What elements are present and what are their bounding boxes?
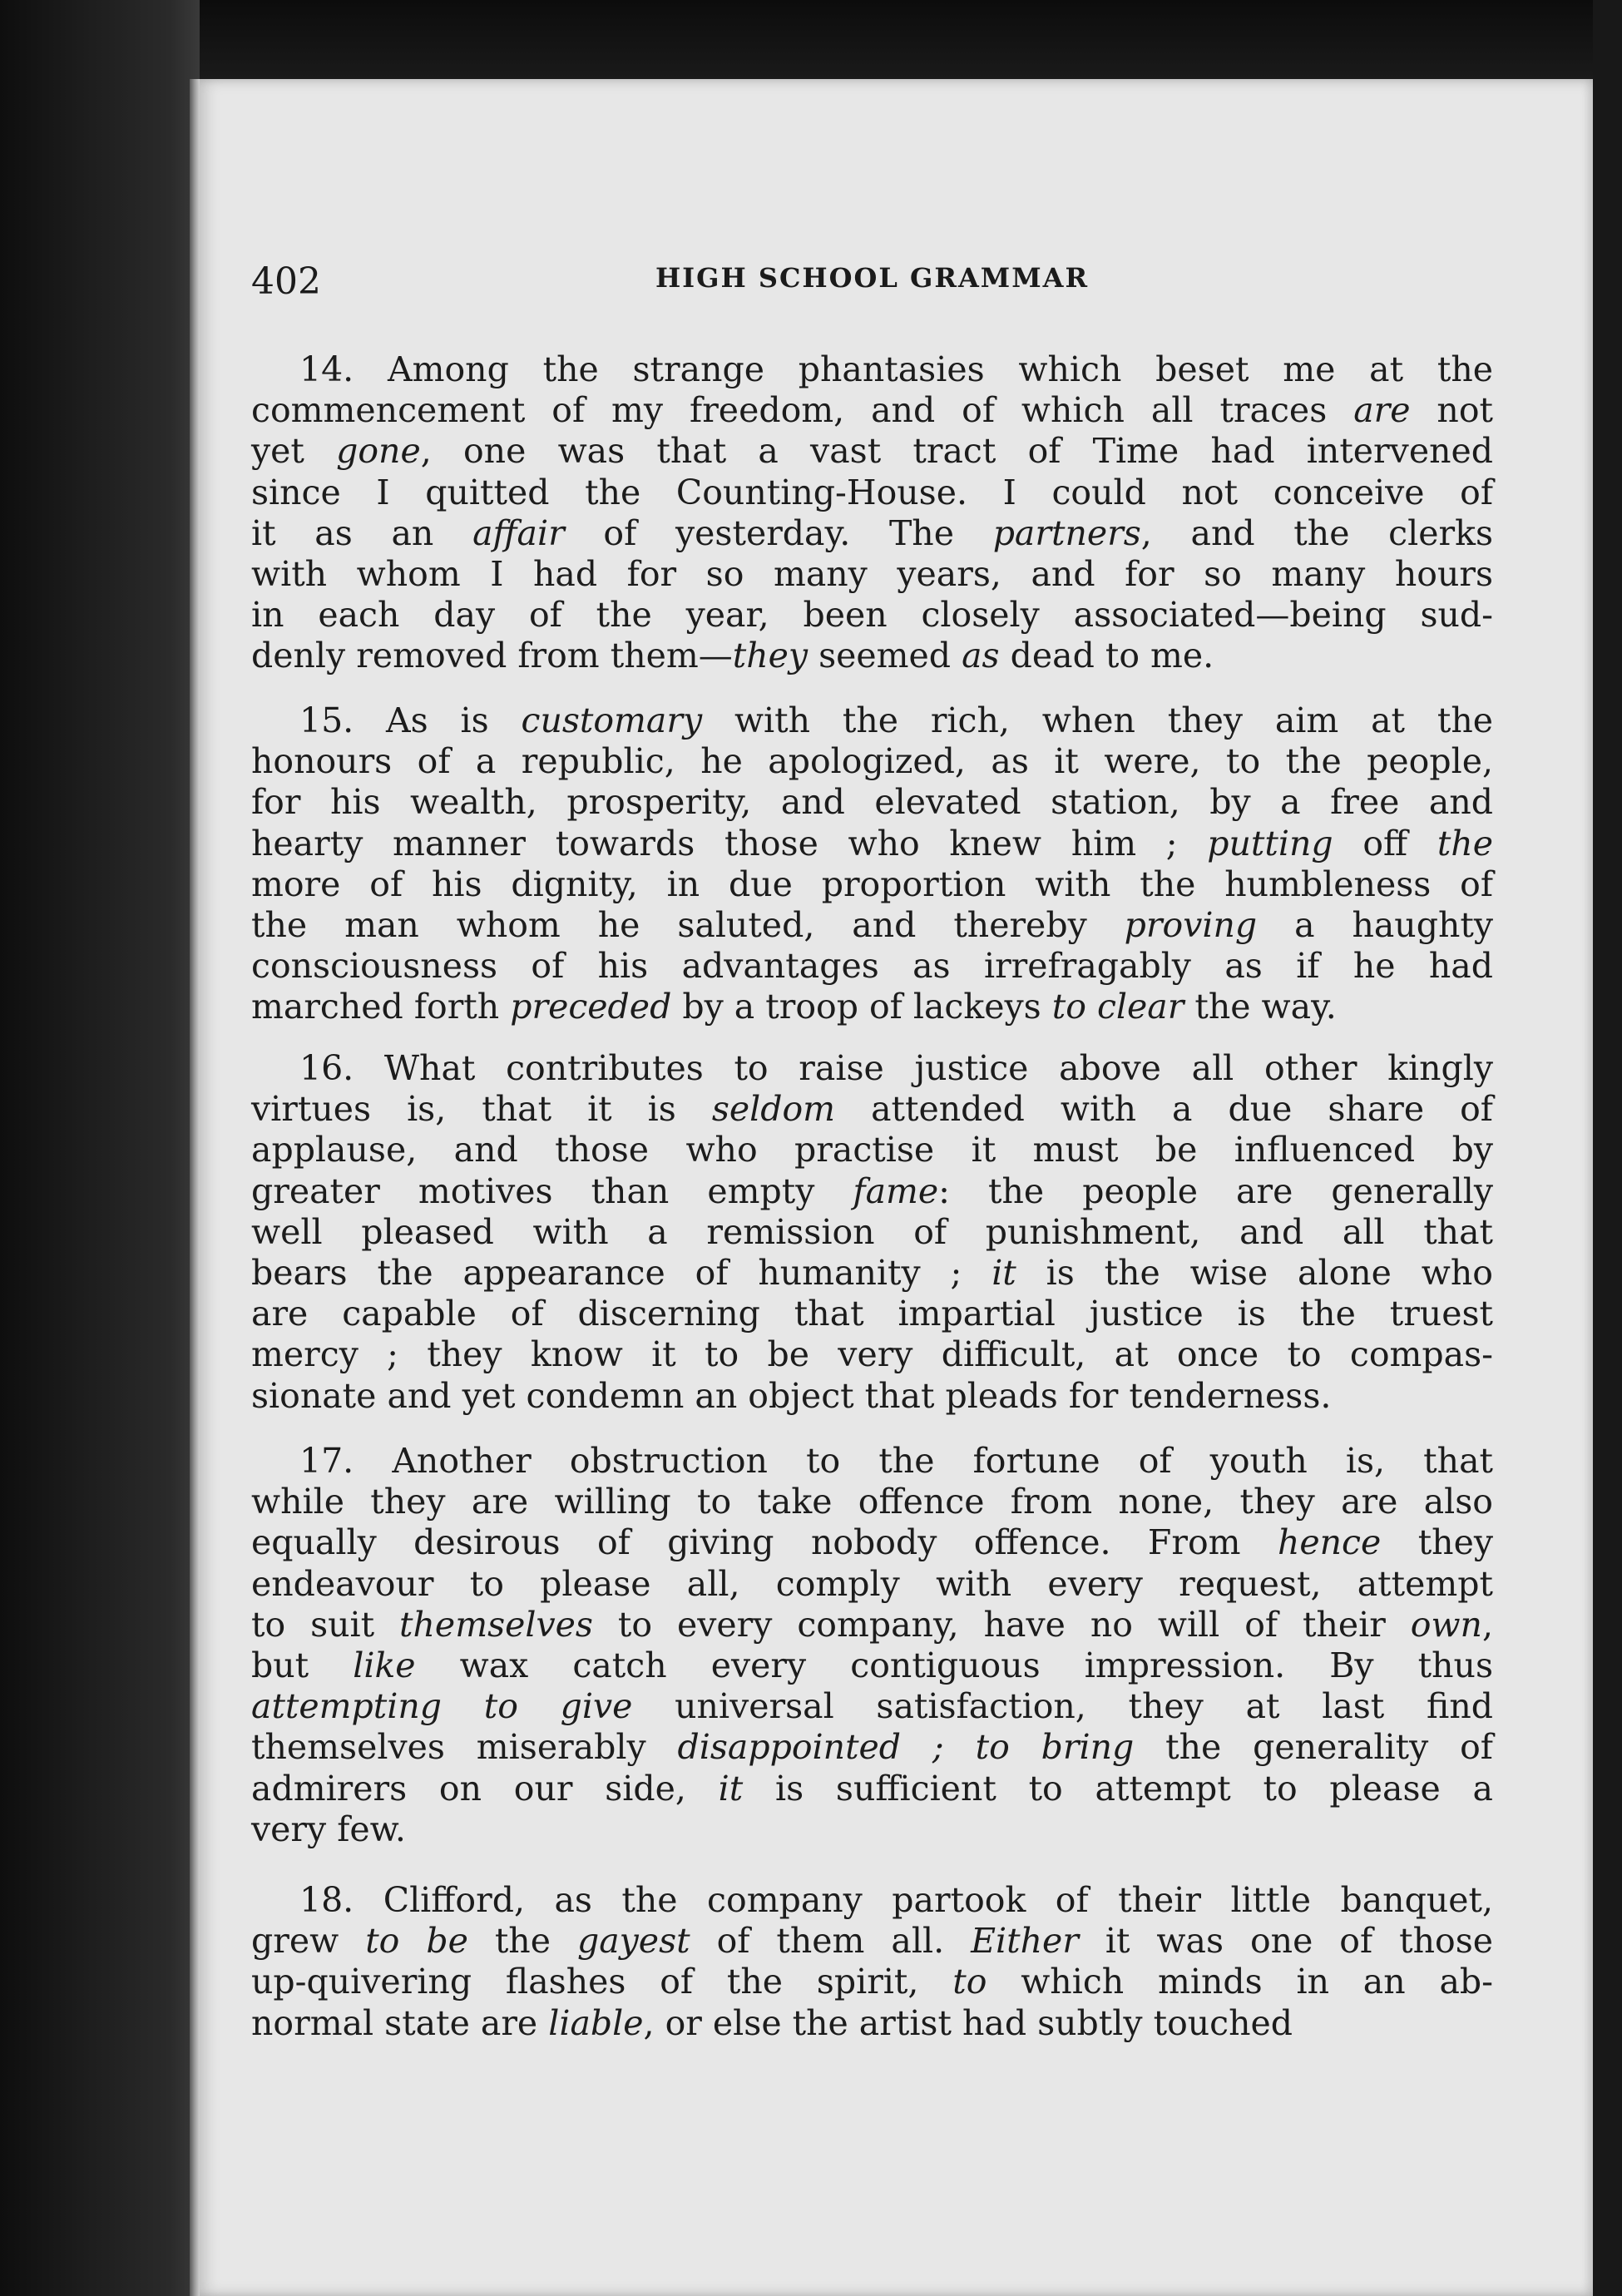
italic-word: customary xyxy=(521,700,703,740)
text-line xyxy=(251,1482,1493,1522)
text-segment: yet xyxy=(251,431,337,472)
text-line xyxy=(251,473,1493,513)
exercise-number: 15. xyxy=(299,700,354,740)
text-line xyxy=(251,1727,1493,1768)
italic-word: attempting to give xyxy=(251,1686,633,1727)
text-segment: marched forth xyxy=(251,987,511,1027)
text-segment: of them all. xyxy=(690,1921,972,1962)
text-line xyxy=(251,554,1493,595)
text-segment: up-quivering flashes of the spirit, xyxy=(251,1962,953,2002)
text-segment: to every company, have no will of their xyxy=(592,1604,1411,1645)
text-line xyxy=(251,700,1493,741)
text-line xyxy=(251,1564,1493,1605)
text-segment: Clifford, as the company partook of their little banquet, xyxy=(354,1880,1493,1920)
text-segment: since I quitted the Counting-House. I could not conceive of xyxy=(251,472,1493,512)
text-line xyxy=(251,1253,1493,1294)
italic-word: partners xyxy=(992,512,1141,553)
italic-word: gone xyxy=(336,431,421,472)
italic-word: fame xyxy=(853,1170,939,1211)
text-line xyxy=(251,987,1493,1027)
italic-word: the xyxy=(1437,823,1493,863)
text-segment: of yesterday. The xyxy=(564,512,993,553)
text-segment: off xyxy=(1333,823,1437,863)
text-line xyxy=(251,782,1493,823)
text-segment: applause, and those who practise it must be influenced by xyxy=(251,1130,1493,1170)
text-segment: mercy ; they know it to be very difficult, at once to compas- xyxy=(251,1334,1493,1375)
exercise-paragraph xyxy=(251,700,1493,1028)
text-line xyxy=(251,1645,1493,1686)
text-segment: which minds in an ab- xyxy=(987,1962,1493,2002)
text-segment: the way. xyxy=(1184,987,1337,1027)
text-line xyxy=(251,1605,1493,1645)
text-segment: they xyxy=(1381,1522,1494,1563)
italic-word: to be xyxy=(365,1921,468,1962)
text-line xyxy=(251,1441,1493,1482)
text-line xyxy=(251,741,1493,782)
italic-word: to clear xyxy=(1051,987,1184,1027)
text-segment: consciousness of his advantages as irrefragably as if he had xyxy=(251,946,1493,987)
italic-word: liable xyxy=(548,2002,644,2043)
text-segment: more of his dignity, in due proportion with the humbleness of xyxy=(251,863,1493,904)
exercise-paragraph xyxy=(251,349,1493,677)
exercise-number: 18. xyxy=(299,1880,354,1920)
text-line xyxy=(251,824,1493,864)
text-segment: grew xyxy=(251,1921,366,1962)
text-segment: while they are willing to take offence from none, they are also xyxy=(251,1482,1493,1522)
text-segment: denly removed from them— xyxy=(251,636,733,676)
text-segment: , or else the artist had subtly touched xyxy=(643,2002,1293,2043)
scan-top-border xyxy=(0,0,1622,79)
text-segment: admirers on our side, xyxy=(251,1768,719,1809)
italic-word: seldom xyxy=(711,1089,836,1130)
text-line xyxy=(251,1294,1493,1334)
text-segment: by a troop of lackeys xyxy=(671,987,1052,1027)
text-segment: wax catch every contiguous impression. By thus xyxy=(415,1645,1493,1686)
text-segment: : the people are generally xyxy=(938,1170,1493,1211)
text-segment: , and the clerks xyxy=(1140,512,1493,553)
text-segment: hearty manner towards those who knew him ; xyxy=(251,823,1208,863)
scan-right-border xyxy=(1593,0,1622,2296)
text-segment: is sufficient to attempt to please a xyxy=(743,1768,1493,1809)
italic-word: proving xyxy=(1124,905,1258,946)
text-segment: normal state are xyxy=(251,2002,549,2043)
italic-word: putting xyxy=(1207,823,1333,863)
text-segment: dead to me. xyxy=(999,636,1214,676)
text-segment: universal satisfaction, they at last find xyxy=(632,1686,1493,1727)
text-segment: well pleased with a remission of punishment, and all that xyxy=(251,1211,1493,1252)
text-segment: are capable of discerning that impartial justice is the truest xyxy=(251,1294,1493,1334)
text-line xyxy=(251,946,1493,987)
text-segment: sionate and yet condemn an object that pleads for tenderness. xyxy=(251,1375,1332,1416)
italic-word: are xyxy=(1353,390,1411,431)
text-line xyxy=(251,1809,1493,1850)
text-segment: honours of a republic, he apologized, as it were, to the people, xyxy=(251,741,1493,782)
italic-word: gayest xyxy=(576,1921,690,1962)
exercise-number: 17. xyxy=(299,1441,354,1481)
text-line xyxy=(251,513,1493,554)
exercise-number: 16. xyxy=(299,1048,354,1088)
italic-word: it xyxy=(718,1768,744,1809)
exercise-paragraph xyxy=(251,1441,1493,1850)
italic-word: to xyxy=(952,1962,987,2002)
text-segment: virtues is, that it is xyxy=(251,1089,712,1130)
text-segment: the man whom he saluted, and thereby xyxy=(251,905,1125,946)
text-line xyxy=(251,390,1493,431)
text-segment: commencement of my freedom, and of which all traces xyxy=(251,390,1354,431)
text-segment: it was one of those xyxy=(1078,1921,1494,1962)
text-segment: but xyxy=(251,1645,354,1686)
text-segment: , xyxy=(1481,1604,1493,1645)
text-segment: , one was that a vast tract of Time had intervened xyxy=(420,431,1493,472)
exercise-paragraph xyxy=(251,1880,1493,2044)
text-segment: to suit xyxy=(251,1604,400,1645)
italic-word: preceded xyxy=(510,987,672,1027)
text-segment: with the rich, when they aim at the xyxy=(702,700,1493,740)
text-segment: not xyxy=(1410,390,1494,431)
text-segment: seemed xyxy=(808,636,962,676)
italic-word: themselves xyxy=(399,1604,593,1645)
text-line xyxy=(251,905,1493,946)
text-segment: the xyxy=(467,1921,577,1962)
text-segment: As is xyxy=(354,700,522,740)
italic-word: as xyxy=(962,636,1000,676)
text-segment: endeavour to please all, comply with every request, attempt xyxy=(251,1563,1493,1604)
text-line xyxy=(251,1880,1493,1921)
text-line xyxy=(251,636,1493,676)
text-line xyxy=(251,1962,1493,2002)
italic-word: like xyxy=(353,1645,416,1686)
italic-word: Either xyxy=(971,1921,1079,1962)
text-line xyxy=(251,431,1493,472)
text-line xyxy=(251,595,1493,636)
text-line xyxy=(251,1089,1493,1130)
page-header-title: HIGH SCHOOL GRAMMAR xyxy=(655,262,1090,294)
text-line xyxy=(251,1171,1493,1212)
text-line xyxy=(251,1212,1493,1253)
text-segment: Among the strange phantasies which beset me at the xyxy=(354,349,1493,389)
text-segment: very few. xyxy=(251,1809,406,1849)
text-segment: in each day of the year, been closely associated—being sud- xyxy=(251,595,1493,636)
text-segment: bears the appearance of humanity ; xyxy=(251,1253,992,1294)
text-segment: it as an xyxy=(251,512,473,553)
text-line xyxy=(251,1769,1493,1809)
text-segment: a haughty xyxy=(1257,905,1493,946)
text-segment: themselves miserably xyxy=(251,1727,678,1768)
italic-word: it xyxy=(991,1253,1016,1294)
text-line xyxy=(251,1376,1493,1417)
text-segment: Another obstruction to the fortune of youth is, that xyxy=(354,1441,1493,1481)
text-segment: the generality of xyxy=(1134,1727,1493,1768)
italic-word: hence xyxy=(1277,1522,1382,1563)
text-segment: attended with a due share of xyxy=(835,1089,1493,1130)
text-line xyxy=(251,1130,1493,1170)
text-line xyxy=(251,864,1493,905)
text-line xyxy=(251,1686,1493,1727)
scan-binding-shadow xyxy=(0,0,200,2296)
italic-word: disappointed ; to bring xyxy=(677,1727,1135,1768)
text-line xyxy=(251,1522,1493,1563)
text-segment: greater motives than empty xyxy=(251,1170,853,1211)
text-segment: equally desirous of giving nobody offence. From xyxy=(251,1522,1278,1563)
exercise-paragraph xyxy=(251,1048,1493,1417)
italic-word: own xyxy=(1410,1604,1482,1645)
text-line xyxy=(251,349,1493,390)
text-segment: for his wealth, prosperity, and elevated station, by a free and xyxy=(251,782,1493,823)
page-binding-edge xyxy=(190,79,200,2296)
text-line xyxy=(251,2003,1493,2044)
italic-word: they xyxy=(732,636,809,676)
italic-word: affair xyxy=(472,512,565,553)
text-segment: What contributes to raise justice above all other kingly xyxy=(354,1048,1493,1088)
text-segment: is the wise alone who xyxy=(1016,1253,1493,1294)
text-line xyxy=(251,1048,1493,1089)
text-line xyxy=(251,1921,1493,1962)
text-line xyxy=(251,1334,1493,1375)
page-number: 402 xyxy=(251,260,321,303)
exercise-number: 14. xyxy=(299,349,354,389)
text-segment: with whom I had for so many years, and for so many hours xyxy=(251,554,1493,595)
